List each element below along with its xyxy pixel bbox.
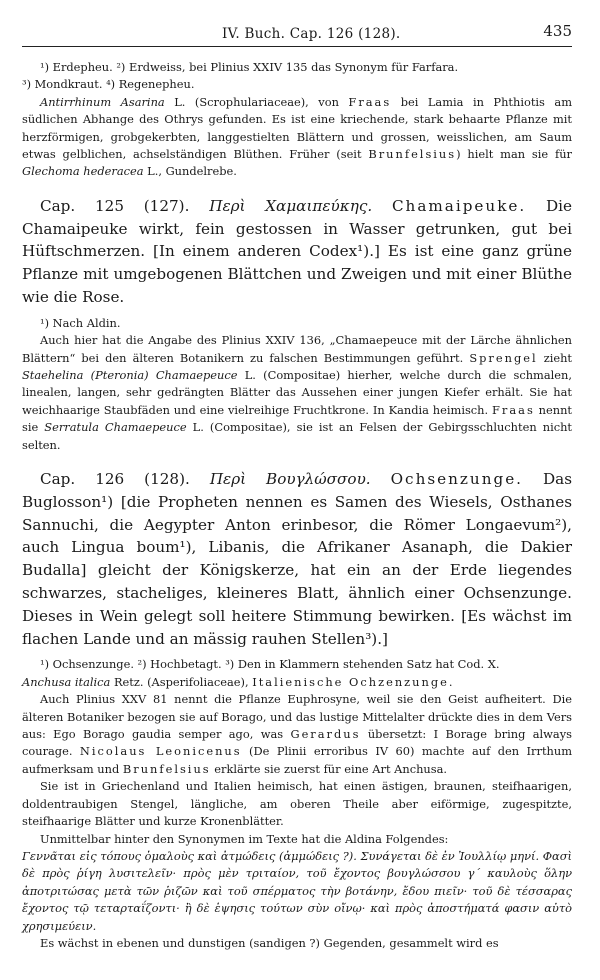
author-name: Sprengel (469, 350, 538, 365)
species-name: Anchusa italica (22, 674, 111, 689)
header-rule (22, 46, 572, 47)
common-name: Italienische Ochzenzunge. (252, 674, 455, 689)
greek-quotation: Γεννᾶται εἰς τόπους ὁμαλοὺς καὶ ἀτμώδεις (ἀμμώδεις ?). Συνάγεται δὲ ἐν Ἰουλλίῳ μηνί. Φασὶ δὲ πρὸς ῥίγη λυσιτελεῖν· πρὸς μὲν τριταίον, τοῦ ἔχοντος βουγλώσσου γ΄ καυλοὺς ὅλην ἀποτριτώσας μετὰ τῶν ῥιζῶν καὶ τοῦ σπέρματος τὴν βοτάνην, ἔδου πιεῖν· τοῦ δὲ τέσσαρας ἔχοντος τῷ τεταρταΐζοντι· ἢ δὲ ἑψησις τούτων σὺν οἴνῳ· καὶ πρὸς ἀποστήματά φασιν αὐτὸ χρησιμεύειν. (22, 848, 572, 933)
chapter-heading: Cap. 126 (128). (40, 470, 190, 489)
plant-name: Ochsenzunge. (390, 470, 524, 489)
footnote-line: ¹) Ochsenzunge. ²) Hochbetagt. ³) Den in Klammern stehenden Satz hat Cod. X. (40, 657, 500, 672)
commentary-paragraph: Auch Plinius XXV 81 nennt die Pflanze Euphrosyne, weil sie den Geist aufheitert. Die älteren Botaniker bezogen sie auf Borago, und das lustige Mittelalter drückte dies in dem Vers aus: Ego Borago gaudia semper ago, was Gerardus übersetzt: I Borage bring always courage. Nicolaus Leonicenus (De Plinii erroribus IV 60) machte auf den Irrthum aufmerksam und Brunfelsius erklärte sie zuerst für eine Art Anchusa. (22, 692, 572, 776)
author-name: Gerardus (290, 727, 361, 742)
greek-title: Περὶ Βουγλώσσου. (209, 470, 371, 489)
author-name: Fraas (348, 94, 392, 109)
footnotes-prev-chapter (22, 59, 572, 94)
chapter-126-text: Cap. 126 (128). Περὶ Βουγλώσσου. Ochsenzunge. Das Buglosson¹) [die Propheten nennen es Samen des Wiesels, Osthanes Sannuchi, die Aegypter Anton erinbesor, die Römer Longaevum²), auch Lingua boum¹), Libanis, die Afrikaner Asanaph, die Dakier Budalla] gleicht der Königskerze, hat ein an der Erde liegendes schwarzes, stacheliges, kleineres Blatt, ähnlich einer Ochsenzunge. Dieses in Wein gelegt soll heitere Stimmung bewirken. [Es wächst im flachen Lande und an mässig rauhen Stellen³).] (22, 470, 573, 648)
species-name: Staehelina (Pteronia) Chamaepeuce (22, 368, 238, 383)
commentary-prev-chapter: Antirrhinum Asarina L. (Scrophulariaceae), von Fraas bei Lamia in Phthiotis am südlichen Abhange des Othrys gefunden. Es ist eine kriechende, stark behaarte Pflanze mit herzförmigen, grobgekerbten, langgestielten Blättern und grossen, weisslichen, am Saum etwas gelblichen, achselständigen Blüthen. Früher (seit Brunfelsius) hielt man sie für Glechoma hederacea L., Gundelrebe. (22, 94, 572, 179)
footnote-line: ¹) Nach Aldin. (40, 315, 121, 330)
commentary-chapter-125: Auch hier hat die Angabe des Plinius XXIV 136, „Chamaepeuce mit der Lärche ähnlichen Blättern“ bei den älteren Botanikern zu falschen Bestimmungen geführt. Sprengel zieht Staehelina (Pteronia) Chamaepeuce L. (Compositae) hierher, welche durch die schmalen, linealen, langen, sehr gedrängten Blätter das Aussehen einer jungen Kiefer erhält. Sie hat weichhaarige Staubfäden und eine vielreihige Fruchtkrone. In Kandia heimisch. Fraas nennt sie Serratula Chamaepeuce L. (Compositae), sie ist an Felsen der Gebirgsschluchten nicht selten. (22, 333, 572, 452)
species-name: Glechoma hederacea (22, 164, 144, 179)
author-name: Brunfelsius (122, 761, 211, 776)
species-name: Serratula Chamaepeuce (44, 420, 187, 435)
footnote-line: ¹) Erdepheu. ²) Erdweiss, bei Plinius XXIV 135 das Synonym für Farfara. (40, 60, 459, 74)
footnote-line: ³) Mondkraut. ⁴) Regenepheu. (22, 77, 195, 92)
commentary-paragraph: Unmittelbar hinter den Synonymen im Texte hat die Aldina Folgendes: (40, 831, 449, 846)
chapter-heading: Cap. 125 (127). (40, 196, 190, 215)
page-header (22, 22, 572, 44)
author-name: Fraas (492, 402, 535, 417)
greek-title: Περὶ Χαμαιπεύκης. (209, 196, 373, 215)
commentary-paragraph: Sie ist in Griechenland und Italien heimisch, hat einen ästigen, braunen, steifhaarigen, doldentraubigen Stengel, längliche, am oberen Theile aber eiförmige, zugespitzte, steifhaarige Blätter und kurze Kronenblätter. (22, 779, 572, 829)
author-name: Nicolaus Leonicenus (79, 744, 242, 759)
page-number: 435 (543, 22, 572, 40)
running-title: IV. Buch. Cap. 126 (128). (222, 26, 401, 42)
plant-name: Chamaipeuke. (391, 196, 527, 215)
commentary-identification: Anchusa italica Retz. (Asperifoliaceae), Italienische Ochzenzunge. (22, 674, 455, 689)
chapter-125-text: Cap. 125 (127). Περὶ Χαμαιπεύκης. Chamaipeuke. Die Chamaipeuke wirkt, fein gestossen in Wasser getrunken, gut bei Hüftschmerzen. [In einem anderen Codex¹).] Es ist eine ganz grüne Pflanze mit umgebogenen Blättchen und Zweigen und mit einer Blüthe wie die Rose. (22, 196, 573, 307)
commentary-paragraph: Es wächst in ebenen und dunstigen (sandigen ?) Gegenden, gesammelt wird es (40, 935, 499, 950)
author-name: Brunfelsius (368, 147, 457, 162)
species-name: Antirrhinum Asarina (40, 94, 165, 109)
